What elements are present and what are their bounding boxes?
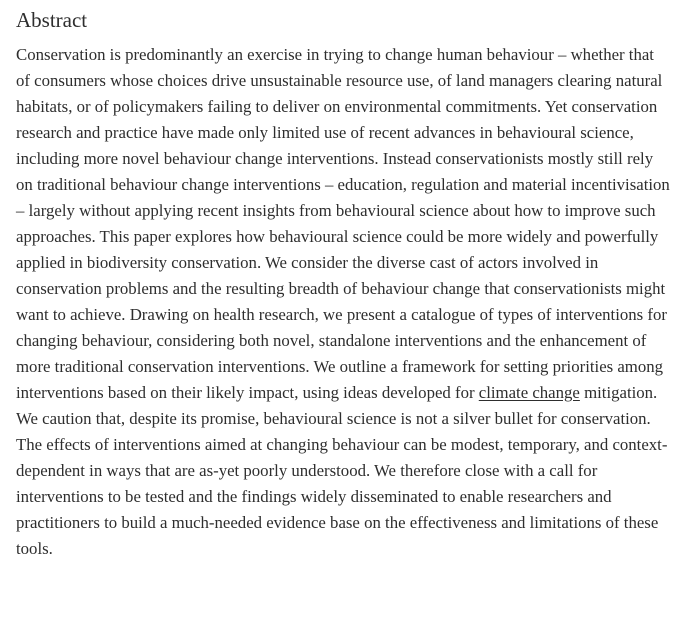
abstract-body [16,42,672,562]
abstract-text-part-1: Conservation is predominantly an exercise in trying to change human behaviour – whether that of consumers whose choices drive unsustainable resource use, of land managers clearing natural habitats, or of policymakers failing to deliver on environmental commitments. Yet conservation research and practice have made only limited use of recent advances in behavioural science, including more novel behaviour change interventions. Instead conservationists mostly still rely on traditional behaviour change interventions – education, regulation and material incentivisation – largely without applying recent insights from behavioural science about how to improve such approaches. This paper explores how behavioural science could be more widely and powerfully applied in biodiversity conservation. We consider the diverse cast of actors involved in conservation problems and the resulting breadth of behaviour change that conservationists might want to achieve. Drawing on health research, we present a catalogue of types of interventions for changing behaviour, considering both novel, standalone interventions and the enhancement of more traditional conservation interventions. We outline a framework for setting priorities among interventions based on their likely impact, using ideas developed for [16,45,670,402]
abstract-heading: Abstract [16,8,88,32]
abstract-text-part-2: mitigation. We caution that, despite its promise, behavioural science is not a silver bullet for conservation. The effects of interventions aimed at changing behaviour can be modest, temporary, and context-dependent in ways that are as-yet poorly understood. We therefore close with a call for interventions to be tested and the findings widely disseminated to enable researchers and practitioners to build a much-needed evidence base on the effectiveness and limitations of these tools. [16,383,668,558]
climate-change-link[interactable]: climate change [478,383,580,402]
